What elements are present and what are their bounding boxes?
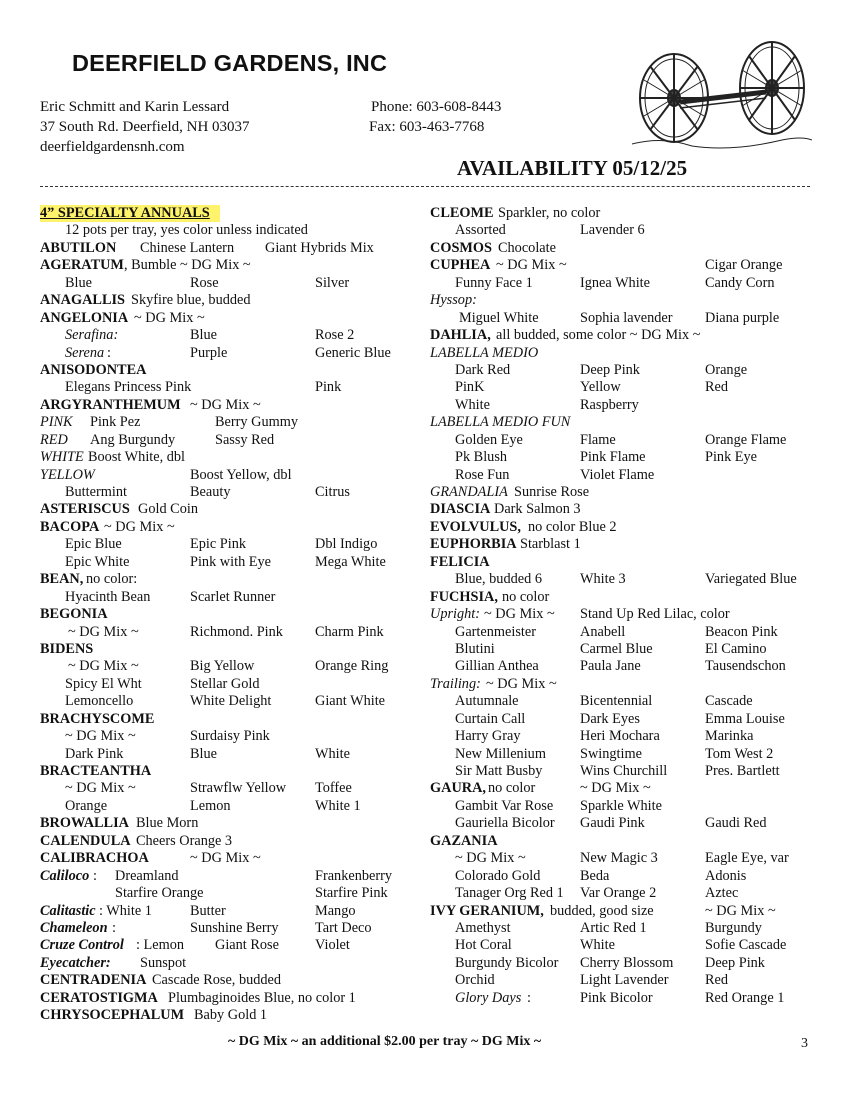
plant-entry: Curtain Call	[455, 710, 526, 727]
plant-entry: Surdaisy Pink	[190, 728, 270, 745]
plant-entry: Violet Flame	[580, 466, 655, 483]
plant-heading: EVOLVULUS,	[430, 518, 521, 535]
plant-entry: Flame	[580, 431, 616, 448]
plant-heading: FELICIA	[430, 553, 490, 570]
plant-entry: Deep Pink	[580, 361, 640, 378]
plant-entry: Blue, budded 6	[455, 571, 542, 588]
plant-heading: BACOPA	[40, 518, 100, 535]
wagon-wheels-icon	[632, 36, 812, 156]
plant-entry: Stellar Gold	[190, 675, 260, 692]
plant-entry: PINK	[40, 414, 73, 431]
plant-heading: CERATOSTIGMA	[40, 989, 158, 1006]
plant-entry: White	[315, 745, 350, 762]
plant-entry: Buttermint	[65, 484, 127, 500]
plant-entry: ~ DG Mix ~	[486, 675, 557, 692]
plant-entry: Var Orange 2	[580, 885, 657, 902]
plant-entry: GRANDALIA	[430, 484, 508, 500]
header-divider	[40, 186, 810, 187]
plant-entry: ~ DG Mix ~	[496, 257, 567, 274]
plant-entry: Red	[705, 972, 729, 989]
plant-entry: Cascade Rose, budded	[152, 972, 282, 989]
plant-entry: Hyssop:	[430, 292, 477, 309]
plant-entry: Violet	[315, 937, 350, 954]
plant-entry: Pink with Eye	[190, 553, 272, 570]
plant-heading: BRACHYSCOME	[40, 710, 155, 727]
address-text: 37 South Rd. Deerfield, NH 03037	[40, 119, 250, 135]
plant-entry: Orange	[705, 361, 748, 378]
plant-entry: Dark Eyes	[580, 710, 640, 727]
plant-entry: Orchid	[455, 972, 495, 989]
plant-heading: CLEOME	[430, 205, 494, 221]
plant-entry: LABELLA MEDIO FUN	[430, 414, 571, 431]
plant-entry: Epic Pink	[190, 536, 246, 553]
plant-entry: Gauriella Bicolor	[455, 815, 555, 832]
plant-heading: COSMOS	[430, 239, 492, 256]
plant-heading: GAZANIA	[430, 832, 498, 849]
page-number: 3	[801, 1036, 808, 1051]
plant-entry: Mango	[315, 902, 356, 919]
plant-entry: Sir Matt Busby	[455, 763, 543, 779]
phone-text: Phone: 603-608-8443	[371, 99, 502, 115]
plant-entry: Trailing:	[430, 675, 481, 692]
plant-entry: Pink Bicolor	[580, 989, 653, 1006]
plant-heading: ANISODONTEA	[40, 361, 147, 378]
plant-heading: BEAN,	[40, 571, 84, 588]
plant-entry: Pres. Bartlett	[705, 763, 780, 779]
plant-entry: Candy Corn	[705, 274, 775, 291]
plant-entry: Big Yellow	[190, 658, 255, 675]
plant-entry: Golden Eye	[455, 431, 523, 448]
plant-entry: : Lemon	[136, 937, 185, 954]
plant-entry: Blue Morn	[136, 815, 199, 832]
availability-title: AVAILABILITY 05/12/25	[457, 156, 688, 180]
plant-entry: Rose	[190, 274, 219, 291]
plant-entry: no color:	[86, 571, 138, 588]
website-text: deerfieldgardensnh.com	[40, 139, 185, 155]
plant-entry: Sunshine Berry	[190, 919, 279, 936]
plant-entry: Gillian Anthea	[455, 658, 539, 675]
plant-entry: New Millenium	[455, 745, 546, 762]
plant-entry: LABELLA MEDIO	[430, 344, 539, 361]
plant-entry: Charm Pink	[315, 623, 384, 640]
plant-heading: ABUTILON	[40, 239, 117, 256]
plant-entry: :	[93, 867, 97, 884]
plant-entry: Toffee	[315, 780, 352, 797]
plant-entry: Yellow	[580, 379, 621, 396]
plant-entry: Boost White, dbl	[88, 449, 186, 466]
plant-entry: Funny Face 1	[455, 274, 533, 291]
plant-entry: Chinese Lantern	[140, 239, 235, 256]
plant-entry: Giant Rose	[215, 937, 279, 954]
plant-entry: ~ DG Mix ~	[705, 902, 776, 919]
plant-entry: Chocolate	[498, 239, 556, 256]
plant-entry: Sparkler, no color	[498, 205, 601, 221]
plant-entry: Orange Ring	[315, 658, 389, 675]
plant-entry: :	[107, 344, 111, 361]
plant-entry: Tart Deco	[315, 919, 372, 936]
plant-heading: IVY GERANIUM,	[430, 902, 544, 919]
plant-heading: ASTERISCUS	[40, 501, 130, 518]
plant-entry: ~ DG Mix ~	[104, 518, 175, 535]
plant-entry: Pink Flame	[580, 449, 646, 466]
plant-entry: Rose 2	[315, 327, 355, 344]
plant-entry: Swingtime	[580, 745, 642, 762]
plant-entry: ~ DG Mix ~	[68, 623, 139, 640]
plant-entry: Burgundy Bicolor	[455, 954, 559, 971]
plant-entry: Colorado Gold	[455, 867, 541, 884]
plant-entry: Butter	[190, 902, 226, 919]
plant-entry: Epic Blue	[65, 536, 122, 553]
plant-entry: : White 1	[99, 902, 152, 919]
plant-entry: Eagle Eye, var	[705, 850, 789, 867]
plant-entry: Stand Up Red Lilac, color	[580, 606, 730, 623]
plant-entry: Giant Hybrids Mix	[265, 239, 374, 256]
plant-entry: Purple	[190, 344, 228, 361]
plant-entry: Sassy Red	[215, 431, 275, 448]
plant-heading: DAHLIA,	[430, 327, 491, 344]
owners-text: Eric Schmitt and Karin Lessard	[40, 99, 230, 115]
plant-entry: Upright:	[430, 606, 481, 623]
plant-entry: Variegated Blue	[705, 571, 797, 588]
plant-entry: Lemon	[190, 797, 231, 814]
plant-entry: Bicentennial	[580, 693, 653, 710]
plant-entry: Blue	[190, 745, 218, 762]
plant-entry: Baby Gold 1	[194, 1007, 268, 1024]
plant-entry: Blue	[65, 274, 93, 291]
plant-entry: Burgundy	[705, 919, 762, 936]
plant-entry: Glory Days	[455, 989, 522, 1006]
plant-entry: Raspberry	[580, 396, 639, 413]
plant-heading: ARGYRANTHEMUM	[40, 396, 181, 413]
plant-entry: Wins Churchill	[580, 763, 668, 779]
plant-entry: Elegans Princess Pink	[65, 379, 192, 396]
plant-entry: Epic White	[65, 553, 130, 570]
plant-entry: Anabell	[580, 623, 626, 640]
plant-entry: Strawflw Yellow	[190, 780, 287, 797]
plant-entry: Pink Eye	[705, 449, 758, 466]
plant-entry: Tanager Org Red 1	[455, 885, 564, 902]
plant-entry: White 1	[315, 797, 361, 814]
plant-entry: Eyecatcher:	[40, 954, 111, 971]
plant-entry: Starfire Pink	[315, 885, 388, 902]
plant-entry: Gambit Var Rose	[455, 797, 554, 814]
plant-entry: Serena	[65, 344, 105, 361]
plant-entry: El Camino	[705, 640, 767, 657]
plant-entry: Pink Pez	[90, 414, 141, 431]
plant-entry: no color	[502, 588, 550, 605]
plant-entry: Sophia lavender	[580, 309, 673, 326]
plant-entry: White	[455, 396, 490, 413]
plant-entry: Skyfire blue, budded	[131, 292, 251, 309]
plant-entry: Red Orange 1	[705, 989, 785, 1006]
plant-entry: Artic Red 1	[580, 919, 647, 936]
plant-entry: Plumbaginoides Blue, no color 1	[168, 989, 356, 1006]
plant-heading: BIDENS	[40, 640, 94, 657]
plant-entry: Cascade	[705, 693, 753, 710]
plant-entry: Dark Red	[455, 361, 511, 378]
plant-entry: Lemoncello	[65, 693, 134, 710]
plant-entry: Assorted	[455, 222, 506, 239]
plant-entry: Hot Coral	[455, 937, 512, 954]
plant-entry: ~ DG Mix ~	[190, 850, 261, 867]
plant-entry: Ang Burgundy	[90, 431, 176, 448]
plant-heading: CHRYSOCEPHALUM	[40, 1007, 185, 1024]
plant-entry: Caliloco	[40, 867, 90, 884]
plant-entry: budded, good size	[550, 902, 654, 919]
plant-heading: ANAGALLIS	[40, 292, 126, 309]
plant-entry: Diana purple	[705, 309, 780, 326]
plant-entry: Mega White	[315, 553, 386, 570]
plant-entry: Orange Flame	[705, 431, 787, 448]
plant-entry: Gaudi Red	[705, 815, 767, 832]
plant-entry: Citrus	[315, 484, 350, 500]
plant-entry: Starblast 1	[520, 536, 581, 553]
plant-entry: Heri Mochara	[580, 728, 660, 745]
plant-heading: CALENDULA	[40, 832, 131, 849]
plant-entry: ~ DG Mix ~	[65, 780, 136, 797]
plant-heading: BRACTEANTHA	[40, 763, 152, 779]
plant-entry: ~ DG Mix ~	[134, 309, 205, 326]
plant-entry: Sunrise Rose	[514, 484, 590, 500]
plant-entry: White	[580, 937, 615, 954]
plant-entry: Emma Louise	[705, 710, 785, 727]
plant-entry: Sofie Cascade	[705, 937, 787, 954]
plant-entry: all budded, some color ~ DG Mix ~	[496, 327, 701, 344]
plant-entry: ~ DG Mix ~	[455, 850, 526, 867]
plant-entry: White Delight	[190, 693, 272, 710]
plant-entry: Dreamland	[115, 867, 179, 884]
plant-entry: Dark Salmon 3	[494, 501, 581, 518]
plant-entry: Giant White	[315, 693, 386, 710]
plant-entry: Aztec	[705, 885, 739, 902]
plant-heading: ANGELONIA	[40, 309, 129, 326]
company-title: DEERFIELD GARDENS, INC	[72, 50, 388, 76]
plant-entry: Serafina:	[65, 327, 119, 344]
plant-entry: Paula Jane	[580, 658, 641, 675]
plant-entry: :	[112, 919, 116, 936]
plant-heading: DIASCIA	[430, 501, 491, 518]
plant-heading: BEGONIA	[40, 606, 108, 623]
plant-entry: Cruze Control	[40, 937, 124, 954]
plant-entry: Light Lavender	[580, 972, 669, 989]
plant-entry: RED	[40, 431, 68, 448]
plant-entry: Orange	[65, 797, 108, 814]
plant-entry: Hyacinth Bean	[65, 588, 151, 605]
plant-entry: Gartenmeister	[455, 623, 536, 640]
plant-entry: ~ DG Mix ~	[484, 606, 555, 623]
plant-entry: Generic Blue	[315, 344, 391, 361]
plant-entry: ~ DG Mix ~	[580, 780, 651, 797]
plant-entry: Gold Coin	[138, 501, 198, 518]
plant-entry: Lavender 6	[580, 222, 645, 239]
plant-entry: :	[527, 989, 531, 1006]
plant-entry: ~ DG Mix ~	[68, 658, 139, 675]
plant-entry: Beauty	[190, 484, 231, 500]
plant-entry: Amethyst	[455, 919, 511, 936]
plant-heading: 4” SPECIALTY ANNUALS	[40, 205, 220, 222]
plant-heading: CALIBRACHOA	[40, 850, 149, 867]
plant-entry: Dark Pink	[65, 745, 124, 762]
plant-entry: Scarlet Runner	[190, 588, 276, 605]
plant-entry: Sparkle White	[580, 797, 662, 814]
plant-entry: White 3	[580, 571, 626, 588]
plant-entry: Blue	[190, 327, 218, 344]
plant-entry: Dbl Indigo	[315, 536, 378, 553]
plant-entry: ~ DG Mix ~	[190, 396, 261, 413]
plant-heading: FUCHSIA,	[430, 588, 498, 605]
plant-heading: CENTRADENIA	[40, 972, 147, 989]
plant-entry: Tausendschon	[705, 658, 786, 675]
plant-entry: Sunspot	[140, 954, 187, 971]
plant-entry: Tom West 2	[705, 745, 774, 762]
footer-note: ~ DG Mix ~ an additional $2.00 per tray ~ DG Mix ~	[228, 1034, 542, 1049]
plant-entry: Spicy El Wht	[65, 675, 142, 692]
plant-entry: PinK	[455, 379, 485, 396]
plant-entry: , Bumble ~ DG Mix ~	[124, 257, 251, 274]
plant-entry: Beda	[580, 867, 610, 884]
plant-entry: no color	[488, 780, 536, 797]
plant-entry: Blutini	[455, 640, 495, 657]
plant-heading: AGERATUM	[40, 257, 124, 274]
plant-entry: Miguel White	[459, 309, 539, 326]
plant-entry: WHITE	[40, 449, 84, 466]
plant-entry: Starfire Orange	[115, 885, 204, 902]
plant-entry: Carmel Blue	[580, 640, 653, 657]
plant-entry: Silver	[315, 274, 350, 291]
plant-entry: YELLOW	[40, 466, 95, 483]
plant-entry: ~ DG Mix ~	[65, 728, 136, 745]
plant-entry: Deep Pink	[705, 954, 765, 971]
plant-entry: Rose Fun	[455, 466, 510, 483]
plant-entry: Pk Blush	[455, 449, 508, 466]
plant-entry: Marinka	[705, 728, 754, 745]
plant-entry: New Magic 3	[580, 850, 658, 867]
plant-entry: Ignea White	[580, 274, 650, 291]
plant-heading: EUPHORBIA	[430, 536, 517, 553]
plant-entry: Autumnale	[455, 693, 519, 710]
plant-entry: Calitastic	[40, 902, 96, 919]
plant-entry: Cherry Blossom	[580, 954, 674, 971]
plant-entry: 12 pots per tray, yes color unless indicated	[65, 222, 308, 239]
plant-entry: Richmond. Pink	[190, 623, 283, 640]
plant-entry: Red	[705, 379, 729, 396]
plant-entry: Berry Gummy	[215, 414, 298, 431]
plant-entry: no color Blue 2	[528, 518, 617, 535]
plant-entry: Frankenberry	[315, 867, 393, 884]
plant-heading: GAURA,	[430, 780, 486, 797]
plant-entry: Gaudi Pink	[580, 815, 645, 832]
plant-entry: Harry Gray	[455, 728, 521, 745]
plant-heading: CUPHEA	[430, 257, 491, 274]
plant-entry: Chameleon	[40, 919, 108, 936]
plant-entry: Cheers Orange 3	[136, 832, 233, 849]
plant-entry: Adonis	[705, 867, 747, 884]
fax-text: Fax: 603-463-7768	[369, 119, 485, 135]
plant-entry: Cigar Orange	[705, 257, 783, 274]
plant-heading: BROWALLIA	[40, 815, 129, 832]
plant-entry: Pink	[315, 379, 342, 396]
plant-entry: Boost Yellow, dbl	[190, 466, 292, 483]
plant-entry: Beacon Pink	[705, 623, 778, 640]
